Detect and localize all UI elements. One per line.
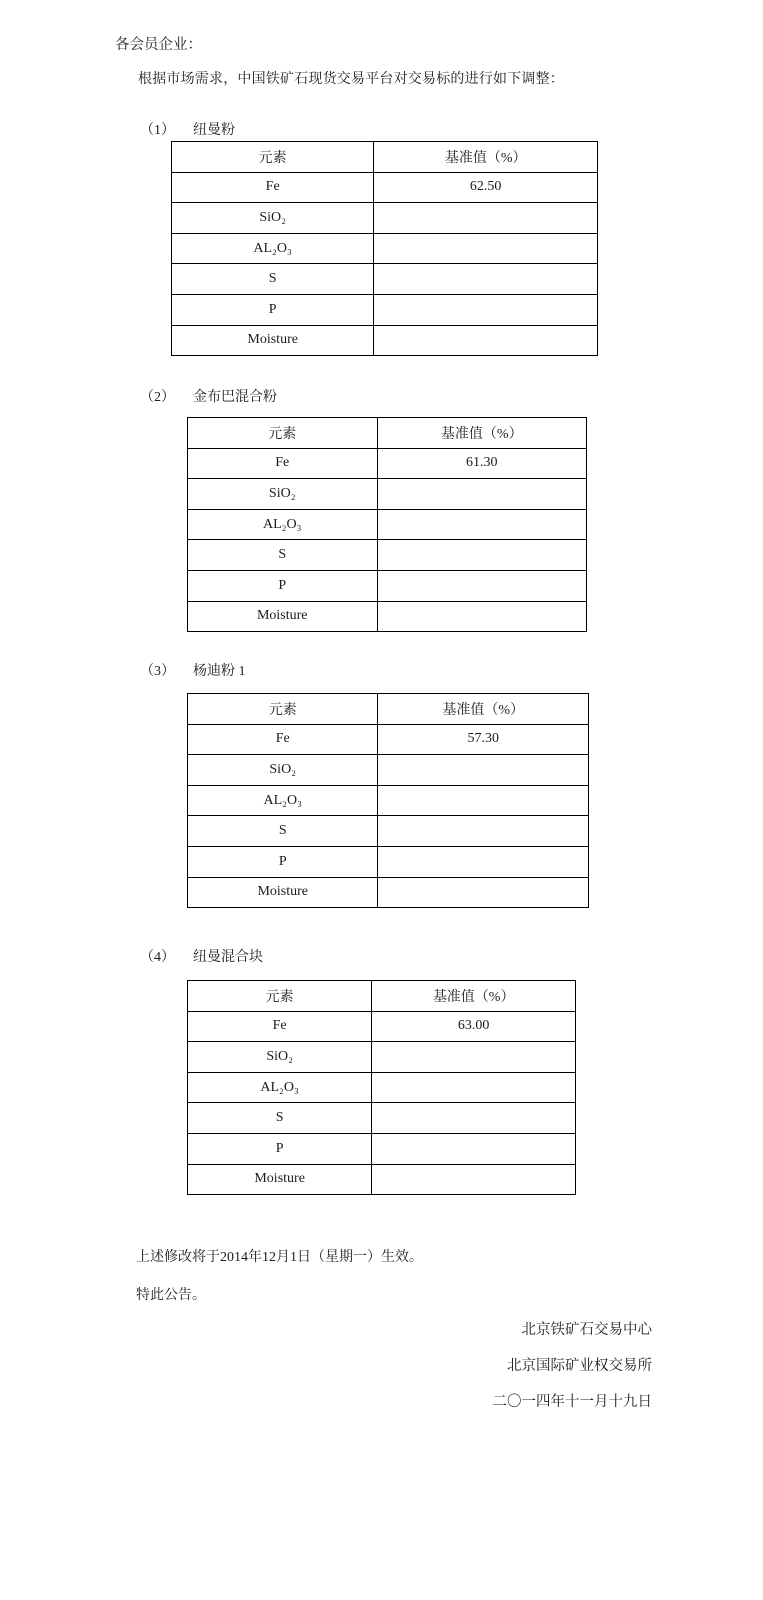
section-4-title — [140, 946, 263, 966]
table-row — [172, 264, 598, 295]
benchmark-cell: 57.30 — [378, 724, 589, 755]
section-2-marker: （2） — [140, 390, 175, 405]
element-column-header: 元素 — [172, 142, 374, 173]
table-row — [188, 479, 587, 510]
section-1-marker: （1） — [140, 123, 175, 138]
table-niuman-hunhekuai — [187, 980, 576, 1195]
benchmark-cell — [377, 601, 586, 632]
benchmark-cell — [372, 1103, 576, 1134]
table-row — [188, 724, 589, 755]
benchmark-cell — [378, 785, 589, 816]
table-row — [188, 816, 589, 847]
section-2-title — [140, 386, 277, 406]
benchmark-cell — [377, 479, 586, 510]
table-jinbuba — [187, 417, 587, 632]
table-row — [188, 570, 587, 601]
benchmark-column-header: 基准值（%） — [372, 981, 576, 1012]
closing-note: 特此公告。 — [136, 1288, 206, 1303]
element-cell: SiO₂ — [172, 203, 374, 234]
benchmark-cell — [372, 1164, 576, 1195]
section-3-title — [140, 660, 246, 680]
section-1-name: 纽曼粉 — [193, 123, 235, 138]
section-3-name: 杨迪粉 1 — [193, 664, 246, 679]
table-row — [188, 846, 589, 877]
element-cell: Moisture — [188, 877, 378, 908]
element-cell: Fe — [172, 172, 374, 203]
section-2-name: 金布巴混合粉 — [193, 390, 277, 405]
element-cell: P — [188, 1133, 372, 1164]
section-1-title — [140, 119, 235, 139]
table-row — [188, 540, 587, 571]
element-cell: S — [188, 816, 378, 847]
element-cell: P — [188, 570, 378, 601]
element-cell: P — [172, 294, 374, 325]
element-cell: AL₂O₃ — [172, 233, 374, 264]
table-row — [188, 1164, 576, 1195]
benchmark-column-header: 基准值（%） — [378, 694, 589, 725]
benchmark-cell — [378, 877, 589, 908]
table-header-row — [188, 981, 576, 1012]
signature-org-2: 北京国际矿业权交易所 — [507, 1358, 652, 1374]
table-row — [172, 233, 598, 264]
signature-block — [493, 1320, 653, 1428]
benchmark-cell — [377, 540, 586, 571]
table-yangdifen — [187, 693, 589, 908]
element-cell: Moisture — [188, 1164, 372, 1195]
element-column-header: 元素 — [188, 418, 378, 449]
table-niumanfen — [171, 141, 598, 356]
table-header-row — [172, 142, 598, 173]
table-row — [188, 785, 589, 816]
element-cell: Fe — [188, 724, 378, 755]
table-row — [188, 755, 589, 786]
table-row — [172, 325, 598, 356]
table-row — [188, 1103, 576, 1134]
table-row — [172, 172, 598, 203]
effective-date-note: 上述修改将于2014年12月1日（星期一）生效。 — [136, 1250, 423, 1265]
benchmark-cell — [374, 264, 598, 295]
table-row — [188, 1072, 576, 1103]
benchmark-cell — [372, 1133, 576, 1164]
element-cell: S — [188, 1103, 372, 1134]
benchmark-cell — [378, 755, 589, 786]
element-cell: AL₂O₃ — [188, 785, 378, 816]
element-cell: SiO₂ — [188, 479, 378, 510]
section-4-name: 纽曼混合块 — [193, 950, 263, 965]
benchmark-cell — [374, 203, 598, 234]
benchmark-cell — [374, 294, 598, 325]
benchmark-cell: 62.50 — [374, 172, 598, 203]
benchmark-cell — [372, 1072, 576, 1103]
element-cell: Moisture — [172, 325, 374, 356]
element-column-header: 元素 — [188, 981, 372, 1012]
benchmark-cell — [377, 509, 586, 540]
table-row — [188, 1042, 576, 1073]
element-cell: AL₂O₃ — [188, 509, 378, 540]
benchmark-cell: 63.00 — [372, 1011, 576, 1042]
element-cell: Moisture — [188, 601, 378, 632]
table-row — [188, 1011, 576, 1042]
table-row — [188, 1133, 576, 1164]
benchmark-column-header: 基准值（%） — [377, 418, 586, 449]
benchmark-cell — [378, 846, 589, 877]
intro-paragraph: 根据市场需求，中国铁矿石现货交易平台对交易标的进行如下调整： — [138, 72, 564, 87]
benchmark-cell — [378, 816, 589, 847]
table-row — [172, 294, 598, 325]
signature-org-1: 北京铁矿石交易中心 — [521, 1322, 652, 1338]
benchmark-cell — [374, 233, 598, 264]
element-cell: Fe — [188, 1011, 372, 1042]
table-row — [188, 877, 589, 908]
table-row — [188, 509, 587, 540]
element-cell: S — [188, 540, 378, 571]
element-cell: Fe — [188, 448, 378, 479]
section-3-marker: （3） — [140, 664, 175, 679]
element-cell: S — [172, 264, 374, 295]
element-column-header: 元素 — [188, 694, 378, 725]
element-cell: P — [188, 846, 378, 877]
benchmark-cell — [377, 570, 586, 601]
table-row — [172, 203, 598, 234]
benchmark-cell — [372, 1042, 576, 1073]
benchmark-column-header: 基准值（%） — [374, 142, 598, 173]
element-cell: SiO₂ — [188, 755, 378, 786]
element-cell: AL₂O₃ — [188, 1072, 372, 1103]
signature-date: 二〇一四年十一月十九日 — [492, 1394, 652, 1410]
salutation: 各会员企业： — [115, 37, 202, 53]
benchmark-cell — [374, 325, 598, 356]
table-row — [188, 448, 587, 479]
benchmark-cell: 61.30 — [377, 448, 586, 479]
table-header-row — [188, 418, 587, 449]
table-row — [188, 601, 587, 632]
table-header-row — [188, 694, 589, 725]
section-4-marker: （4） — [140, 950, 175, 965]
element-cell: SiO₂ — [188, 1042, 372, 1073]
